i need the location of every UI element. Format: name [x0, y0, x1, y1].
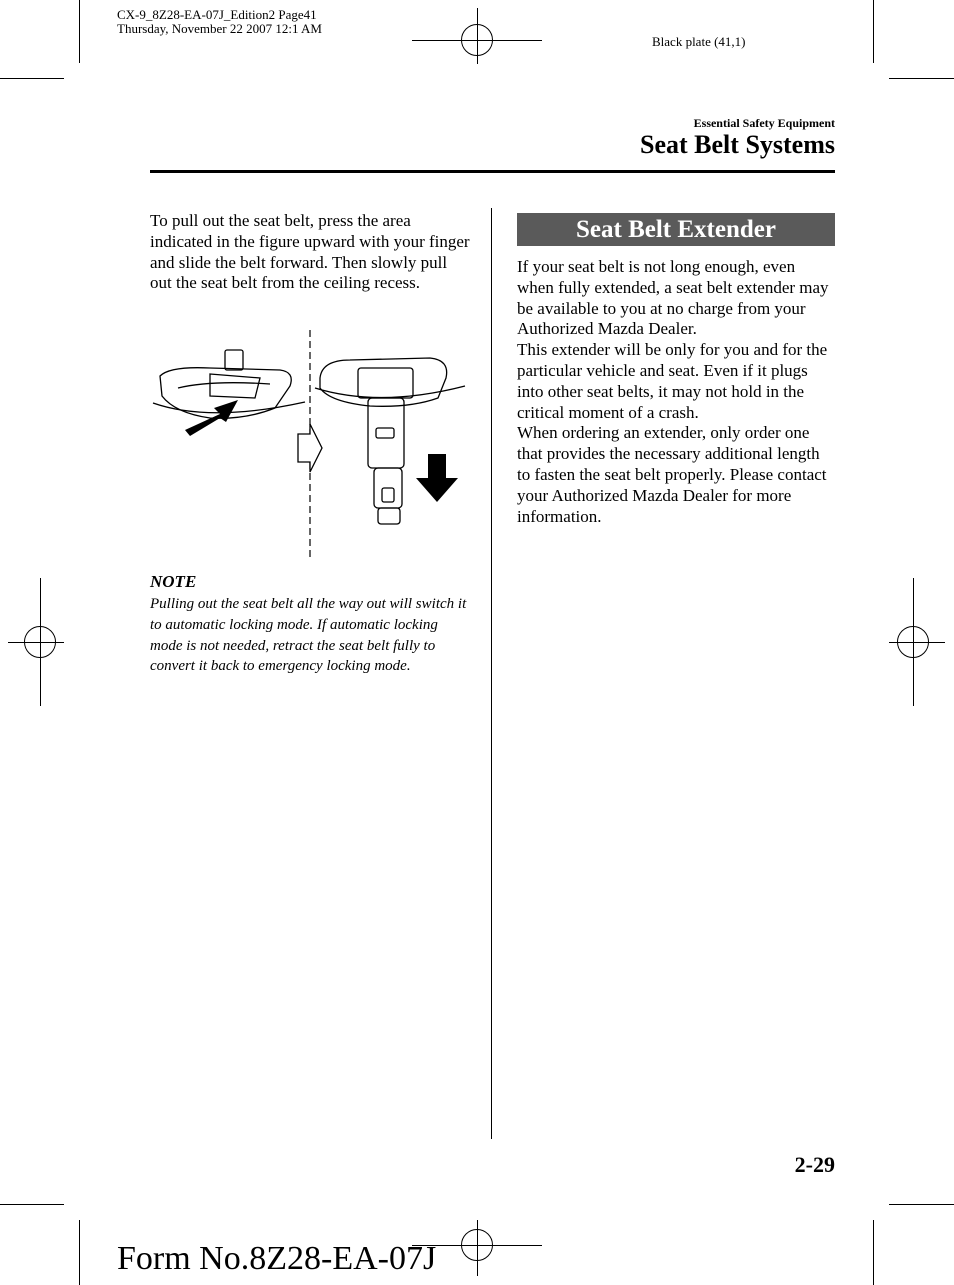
header-rule [150, 170, 835, 173]
paragraph: When ordering an extender, only order one that provides the necessary additional length to fasten the seat belt properly. Please contact your Authorized Mazda Dealer for more information. [517, 423, 827, 526]
step-arrow-icon [298, 424, 322, 472]
column-divider [491, 208, 492, 1139]
seat-belt-figure [150, 328, 470, 568]
registration-circle-icon [897, 626, 929, 658]
crop-mark [873, 0, 874, 63]
print-timestamp: Thursday, November 22 2007 12:1 AM [117, 21, 322, 36]
extender-text [517, 257, 835, 527]
crop-mark [79, 0, 80, 63]
crop-mark [889, 78, 954, 79]
note-text: Pulling out the seat belt all the way out will switch it to automatic locking mode. If automatic locking mode is not needed, retract the seat belt fully to convert it back to emergency locking mode. [150, 596, 467, 675]
pull-down-arrow-icon [416, 454, 458, 502]
note-title: NOTE [150, 572, 197, 591]
page-number: 2-29 [794, 1152, 835, 1177]
registration-circle-icon [461, 24, 493, 56]
plate-label: Black plate (41,1) [652, 34, 746, 49]
form-number: Form No.8Z28-EA-07J [117, 1240, 437, 1277]
crop-mark [0, 78, 64, 79]
section-heading-banner: Seat Belt Extender [517, 213, 835, 246]
paragraph: This extender will be only for you and for the particular vehicle and seat. Even if it plugs into other seat belts, it may not hold in the critical moment of a crash. [517, 340, 828, 422]
page-title: Seat Belt Systems [640, 130, 835, 159]
file-info: CX-9_8Z28-EA-07J_Edition2 Page41 [117, 7, 317, 22]
crop-mark [889, 1204, 954, 1205]
section-label: Essential Safety Equipment [693, 116, 835, 130]
paragraph: If your seat belt is not long enough, even when fully extended, a seat belt extender may be available to you at no charge from your Authorized Mazda Dealer. [517, 257, 829, 339]
crop-mark [0, 1204, 64, 1205]
registration-circle-icon [461, 1229, 493, 1261]
crop-mark [79, 1220, 80, 1285]
intro-paragraph: To pull out the seat belt, press the area indicated in the figure upward with your finger and slide the belt forward. Then slowly pull out the seat belt from the ceiling recess. [150, 211, 470, 293]
crop-mark [873, 1220, 874, 1285]
registration-circle-icon [24, 626, 56, 658]
